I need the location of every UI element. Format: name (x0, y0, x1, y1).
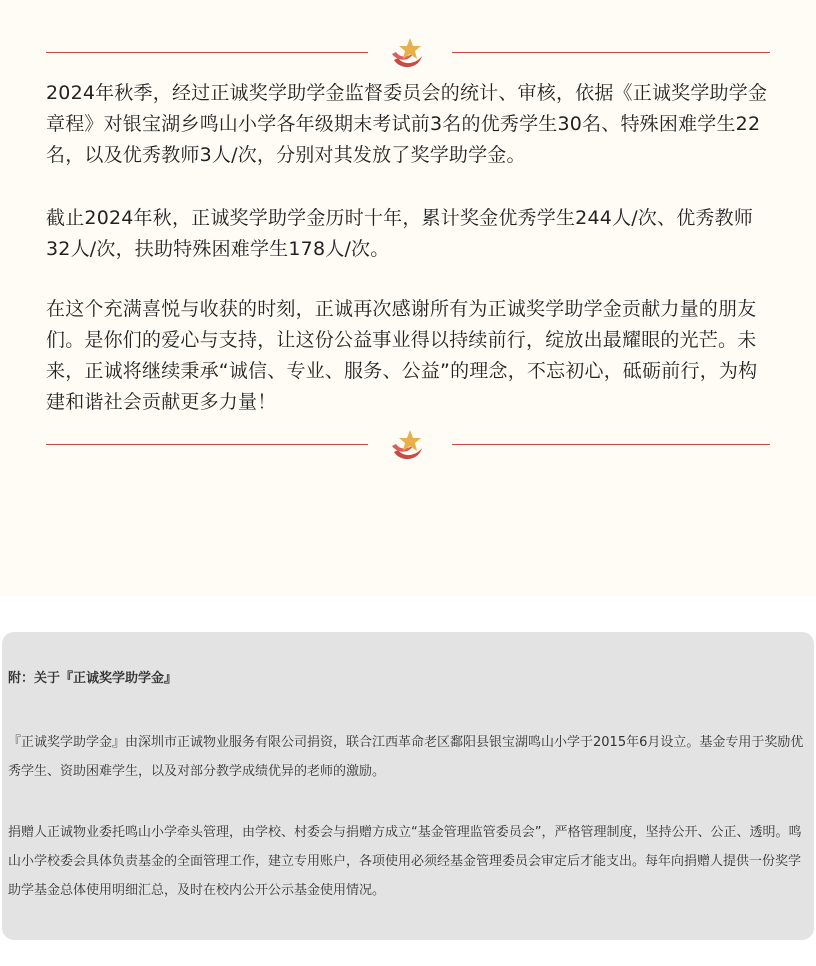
article-paragraph-3: 在这个充满喜悦与收获的时刻，正诚再次感谢所有为正诚奖学助学金贡献力量的朋友们。是你们的爱心与支持，让这份公益事业得以持续前行，绽放出最耀眼的光芒。未来，正诚将继续秉承“诚信、专业、服务、公益”的理念，不忘初心，砥砺前行，为构建和谐社会贡献更多力量！ (46, 298, 758, 413)
divider-line-left (46, 52, 368, 53)
divider-line-left (46, 444, 368, 445)
divider-line-right (452, 52, 770, 53)
star-ribbon-icon (388, 428, 428, 462)
appendix-paragraph-1: 『正诚奖学助学金』由深圳市正诚物业服务有限公司捐资，联合江西革命老区鄱阳县银宝湖鸣山小学于2015年6月设立。基金专用于奖励优秀学生、资助困难学生，以及对部分教学成绩优异的老师的激励。 (8, 735, 804, 779)
appendix-box (2, 632, 814, 940)
article-paragraph-2: 截止2024年秋，正诚奖学助学金历时十年，累计奖金优秀学生244人/次、优秀教师32人/次，扶助特殊困难学生178人/次。 (46, 207, 754, 260)
appendix-paragraph-2: 捐赠人正诚物业委托鸣山小学牵头管理，由学校、村委会与捐赠方成立“基金管理监管委员会”，严格管理制度，坚持公开、公正、透明。鸣山小学校委会具体负责基金的全面管理工作，建立专用账户，各项使用必须经基金管理委员会审定后才能支出。每年向捐赠人提供一份奖学助学基金总体使用明细汇总，及时在校内公开公示基金使用情况。 (8, 825, 802, 898)
star-ribbon-icon (388, 36, 428, 70)
top-divider (46, 36, 770, 70)
article-paragraph-1: 2024年秋季，经过正诚奖学助学金监督委员会的统计、审核，依据《正诚奖学助学金章程》对银宝湖乡鸣山小学各年级期末考试前3名的优秀学生30名、特殊困难学生22名，以及优秀教师3人/次，分别对其发放了奖学助学金。 (46, 82, 768, 166)
divider-line-right (452, 444, 770, 445)
bottom-divider (46, 428, 770, 462)
appendix-title: 附：关于『正诚奖学助学金』 (8, 671, 178, 686)
